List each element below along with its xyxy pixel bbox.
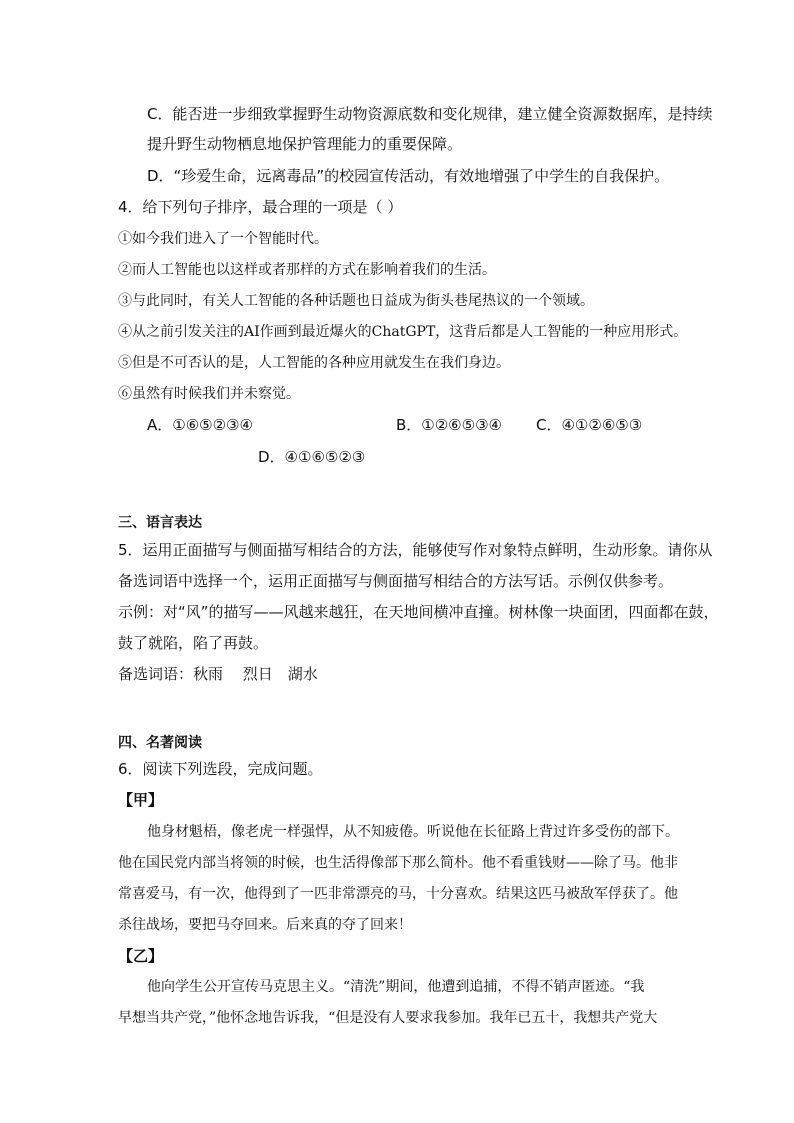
q4-option-d[interactable]: D．④①⑥⑤②③ [258, 448, 366, 466]
passage-jia-label: 【甲】 [118, 791, 164, 809]
section4-heading: 四、名著阅读 [118, 735, 202, 751]
q4-option-c[interactable]: C．④①②⑥⑤③ [536, 416, 643, 434]
passage-jia-line2: 他在国民党内部当将领的时候，也生活得像部下那么简朴。他不看重钱财——除了马。他非 [118, 855, 678, 871]
q3-option-c-line2: 提升野生动物栖息地保护管理能力的重要保障。 [147, 135, 463, 153]
passage-yi-line1: 他向学生公开宣传马克思主义。“清洗”期间，他遭到追捕，不得不销声匿迹。“我 [147, 979, 645, 995]
q4-sentence-2: ②而人工智能也以这样或者那样的方式在影响着我们的生活。 [118, 262, 496, 278]
q4-sentence-4: ④从之前引发关注的AI作画到最近爆火的ChatGPT，这背后都是人工智能的一种应用形式。 [118, 324, 688, 340]
q4-sentence-1: ①如今我们进入了一个智能时代。 [118, 231, 328, 247]
section3-heading: 三、语言表达 [118, 515, 202, 531]
q4-stem: 4．给下列句子排序，最合理的一项是（ ） [118, 198, 403, 216]
q5-line1: 5．运用正面描写与侧面描写相结合的方法，能够使写作对象特点鲜明，生动形象。请你从 [118, 541, 713, 559]
q5-example-line1: 示例：对“风”的描写——风越来越狂，在天地间横冲直撞。树林像一块面团，四面都在鼓， [118, 603, 719, 621]
q5-line2: 备选词语中选择一个，运用正面描写与侧面描写相结合的方法写话。示例仅供参考。 [118, 572, 674, 590]
q4-option-b[interactable]: B．①②⑥⑤③④ [396, 416, 502, 434]
passage-jia-line3: 常喜爱马，有一次，他得到了一匹非常漂亮的马，十分喜欢。结果这匹马被敌军俘获了。他 [118, 886, 678, 902]
passage-jia-line1: 他身材魁梧，像老虎一样强悍，从不知疲倦。听说他在长征路上背过许多受伤的部下。 [147, 824, 679, 840]
passage-yi-label: 【乙】 [118, 947, 164, 965]
q3-option-c-line1: C．能否进一步细致掌握野生动物资源底数和变化规律，建立健全资源数据库，是持续 [147, 105, 713, 123]
q4-sentence-6: ⑥虽然有时候我们并未察觉。 [118, 386, 300, 402]
q5-example-line2: 鼓了就陷，陷了再鼓。 [118, 634, 269, 652]
q3-option-d: D．“珍爱生命，远离毒品”的校园宣传活动，有效地增强了中学生的自我保护。 [147, 167, 670, 185]
q4-sentence-3: ③与此同时，有关人工智能的各种话题也日益成为街头巷尾热议的一个领域。 [118, 293, 594, 309]
passage-yi-line2: 早想当共产党，”他怀念地告诉我，“但是没有人要求我参加。我年已五十，我想共产党大 [118, 1010, 658, 1026]
q6-stem: 6．阅读下列选段，完成问题。 [118, 760, 323, 778]
q4-option-a[interactable]: A．①⑥⑤②③④ [147, 416, 253, 434]
passage-jia-line4: 杀往战场，要把马夺回来。后来真的夺了回来！ [118, 917, 412, 933]
q5-candidate-words: 备选词语：秋雨 烈日 湖水 [118, 665, 318, 683]
q4-sentence-5: ⑤但是不可否认的是，人工智能的各种应用就发生在我们身边。 [118, 355, 510, 371]
